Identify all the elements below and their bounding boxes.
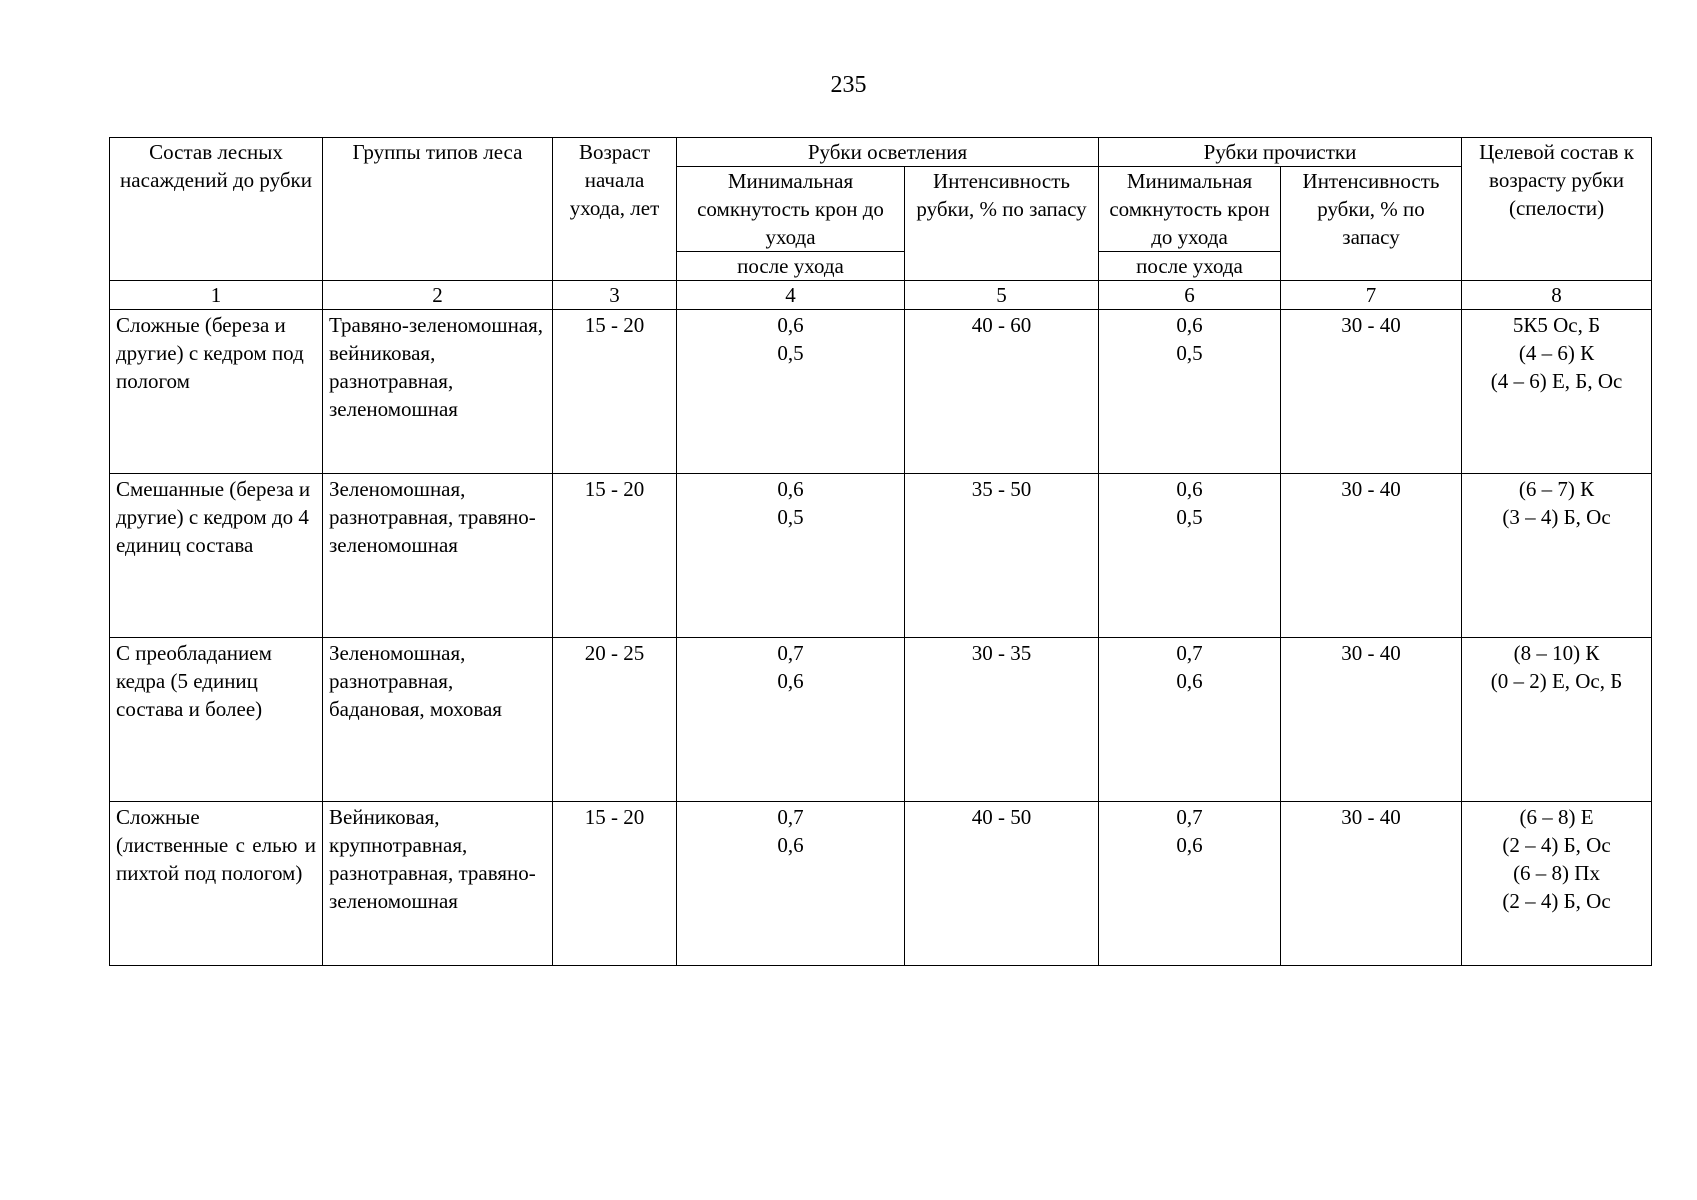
column-number: 5: [905, 281, 1099, 310]
column-number: 8: [1462, 281, 1652, 310]
column-number: 3: [553, 281, 677, 310]
column-number-row: [110, 281, 1652, 310]
cell-intensity-lightening: 30 - 35: [905, 638, 1099, 802]
column-number: 7: [1281, 281, 1462, 310]
cell-forest-types: Зеленомошная, разнотравная, травяно-зеленомошная: [323, 474, 553, 638]
page-number: 235: [830, 72, 867, 98]
target-line: (6 – 7) К: [1518, 477, 1595, 501]
cell-forest-types: Травяно-зеленомошная, вейниковая, разнотравная, зеленомошная: [323, 310, 553, 474]
header-target-composition: Целевой состав к возрасту рубки (спелости): [1462, 138, 1652, 281]
target-line: (8 – 10) К: [1513, 641, 1600, 665]
cell-density-lightening: [677, 638, 905, 802]
table-row: [110, 638, 1652, 802]
cell-start-age: 20 - 25: [553, 638, 677, 802]
cell-density-lightening: [677, 802, 905, 966]
density-before: 0,7: [777, 805, 804, 829]
cell-start-age: 15 - 20: [553, 310, 677, 474]
cell-intensity-cleaning: 30 - 40: [1281, 802, 1462, 966]
density-after: 0,6: [777, 669, 804, 693]
column-number: 2: [323, 281, 553, 310]
cell-target-composition: [1462, 638, 1652, 802]
cell-intensity-lightening: 40 - 50: [905, 802, 1099, 966]
cell-forest-types: Зеленомошная, разнотравная, бадановая, моховая: [323, 638, 553, 802]
header-min-density-cleaning: Минимальная сомкнутость крон до ухода: [1099, 167, 1281, 252]
target-line: (2 – 4) Б, Ос: [1502, 889, 1611, 913]
header-after-care-lightening: после ухода: [677, 252, 905, 281]
target-line: 5К5 Ос, Б: [1512, 313, 1601, 337]
cell-density-lightening: [677, 474, 905, 638]
density-after: 0,5: [777, 341, 804, 365]
target-line: (6 – 8) Е: [1519, 805, 1594, 829]
density-before: 0,7: [1176, 805, 1203, 829]
cell-intensity-cleaning: 30 - 40: [1281, 310, 1462, 474]
cell-start-age: 15 - 20: [553, 474, 677, 638]
cell-composition: С преобладанием кедра (5 единиц состава и более): [110, 638, 323, 802]
cell-composition: Сложные (лиственные с елью и пихтой под пологом): [110, 802, 323, 966]
column-number: 1: [110, 281, 323, 310]
cell-density-cleaning: [1099, 310, 1281, 474]
header-intensity-cleaning: Интенсивность рубки, % по запасу: [1281, 167, 1462, 281]
cell-target-composition: [1462, 474, 1652, 638]
density-after: 0,6: [1176, 669, 1203, 693]
density-before: 0,7: [777, 641, 804, 665]
cell-density-cleaning: [1099, 638, 1281, 802]
table-row: [110, 310, 1652, 474]
header-intensity-lightening: Интенсивность рубки, % по запасу: [905, 167, 1099, 281]
cell-intensity-lightening: 35 - 50: [905, 474, 1099, 638]
density-after: 0,5: [1176, 341, 1203, 365]
target-line: (6 – 8) Пх: [1513, 861, 1600, 885]
density-after: 0,5: [1176, 505, 1203, 529]
density-after: 0,6: [777, 833, 804, 857]
cell-intensity-lightening: 40 - 60: [905, 310, 1099, 474]
header-group-lightening: Рубки осветления: [677, 138, 1099, 167]
cell-start-age: 15 - 20: [553, 802, 677, 966]
cell-intensity-cleaning: 30 - 40: [1281, 638, 1462, 802]
density-before: 0,6: [777, 477, 804, 501]
header-row-1: [110, 138, 1652, 167]
target-line: (4 – 6) Е, Б, Ос: [1490, 369, 1623, 393]
table-row: [110, 474, 1652, 638]
density-after: 0,6: [1176, 833, 1203, 857]
cell-density-lightening: [677, 310, 905, 474]
cell-density-cleaning: [1099, 474, 1281, 638]
table-row: [110, 802, 1652, 966]
cell-forest-types: Вейниковая, крупнотравная, разнотравная, травяно-зеленомошная: [323, 802, 553, 966]
cell-intensity-cleaning: 30 - 40: [1281, 474, 1462, 638]
header-group-cleaning: Рубки прочистки: [1099, 138, 1462, 167]
target-line: (4 – 6) К: [1518, 341, 1595, 365]
density-before: 0,6: [1176, 313, 1203, 337]
density-before: 0,7: [1176, 641, 1203, 665]
cell-target-composition: [1462, 310, 1652, 474]
cell-density-cleaning: [1099, 802, 1281, 966]
cell-target-composition: [1462, 802, 1652, 966]
target-line: (3 – 4) Б, Ос: [1502, 505, 1611, 529]
header-start-age: Возраст начала ухода, лет: [553, 138, 677, 281]
column-number: 4: [677, 281, 905, 310]
header-forest-types: Группы типов леса: [323, 138, 553, 281]
forest-care-table: [109, 137, 1652, 966]
header-min-density-lightening: Минимальная сомкнутость крон до ухода: [677, 167, 905, 252]
cell-composition: Смешанные (береза и другие) с кедром до 4 единиц состава: [110, 474, 323, 638]
density-before: 0,6: [777, 313, 804, 337]
density-before: 0,6: [1176, 477, 1203, 501]
header-composition: Состав лесных насаждений до рубки: [110, 138, 323, 281]
density-after: 0,5: [777, 505, 804, 529]
header-after-care-cleaning: после ухода: [1099, 252, 1281, 281]
cell-composition: Сложные (береза и другие) с кедром под пологом: [110, 310, 323, 474]
target-line: (0 – 2) Е, Ос, Б: [1490, 669, 1623, 693]
target-line: (2 – 4) Б, Ос: [1502, 833, 1611, 857]
column-number: 6: [1099, 281, 1281, 310]
